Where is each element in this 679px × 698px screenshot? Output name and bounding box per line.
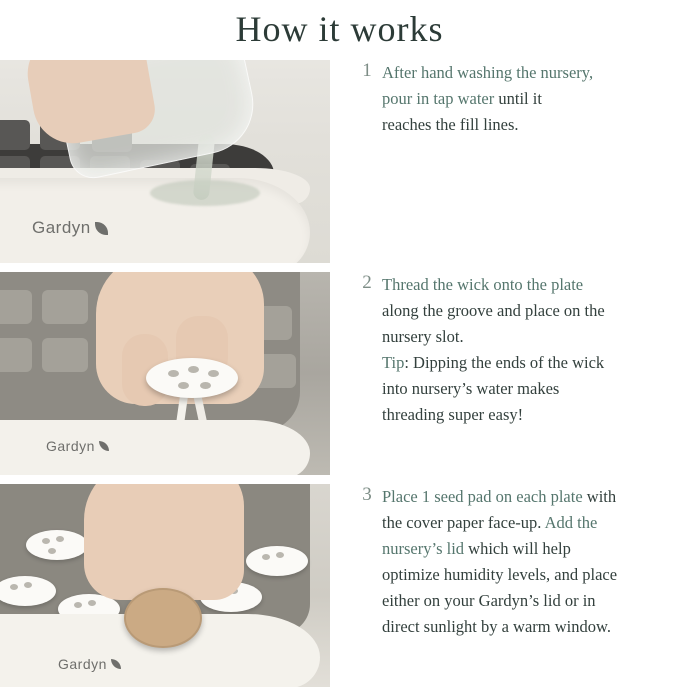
plate-hole — [200, 382, 211, 389]
step-1-body — [382, 60, 593, 138]
plate-hole — [178, 382, 189, 389]
leaf-icon — [95, 222, 108, 235]
step-3-body — [382, 484, 617, 640]
plate-hole — [10, 584, 18, 590]
step-3-number: 3 — [362, 484, 372, 505]
step-1-number: 1 — [362, 60, 372, 81]
gardyn-logo — [58, 656, 121, 672]
step-3-image — [0, 484, 330, 687]
step-1-line-3: reaches the fill lines. — [382, 115, 519, 134]
plate-hole — [262, 554, 270, 560]
plate-hole — [276, 552, 284, 558]
logo-text: Gardyn — [32, 218, 91, 237]
step-2-line-4: : Dipping the ends of the wick — [404, 353, 605, 372]
step-2-line-3: nursery slot. — [382, 327, 464, 346]
plate-hole — [188, 366, 199, 373]
step-3-line-1-rest: with — [582, 487, 617, 506]
hand — [84, 484, 244, 600]
leaf-icon — [99, 441, 109, 451]
tray-cell — [0, 290, 32, 324]
step-2-line-5: into nursery’s water makes — [382, 379, 560, 398]
step-3-line-5: either on your Gardyn’s lid or in — [382, 591, 596, 610]
step-3-line-2-accent: Add the — [544, 513, 598, 532]
plate-hole — [24, 582, 32, 588]
step-3-line-6: direct sunlight by a warm window. — [382, 617, 611, 636]
plate-hole — [48, 548, 56, 554]
tray-cell — [42, 290, 88, 324]
step-1-image — [0, 60, 330, 263]
plate-hole — [56, 536, 64, 542]
leaf-icon — [111, 659, 121, 669]
step-1-line-1: After hand washing the nursery, — [382, 63, 594, 82]
step-2-line-1: Thread the wick onto the plate — [382, 275, 584, 294]
nursery-plate — [26, 530, 88, 560]
plate-hole — [208, 370, 219, 377]
plate-hole — [42, 538, 50, 544]
page-title: How it works — [235, 9, 444, 49]
nursery-plate — [246, 546, 308, 576]
logo-text: Gardyn — [58, 656, 107, 672]
step-2-line-6: threading super easy! — [382, 405, 524, 424]
tray-cell — [42, 338, 88, 372]
step-3-line-3-accent: nursery’s lid — [382, 539, 465, 558]
step-3-line-4: optimize humidity levels, and place — [382, 565, 618, 584]
step-2-image — [0, 272, 330, 475]
plate-hole — [74, 602, 82, 608]
step-2-text-block — [330, 272, 679, 428]
step-3-line-3-rest: which will help — [464, 539, 571, 558]
step-1-text-block — [330, 60, 679, 138]
step-row-1 — [0, 60, 679, 263]
step-2-body — [382, 272, 605, 428]
step-1-line-2-rest: until it — [494, 89, 542, 108]
seed-pad — [124, 588, 202, 648]
step-2-line-2: along the groove and place on the — [382, 301, 605, 320]
gardyn-logo — [46, 438, 109, 454]
logo-text: Gardyn — [46, 438, 95, 454]
step-2-tip-label: Tip — [382, 353, 405, 372]
step-row-2 — [0, 272, 679, 475]
gardyn-logo — [32, 218, 108, 238]
plate-hole — [168, 370, 179, 377]
step-3-text-block — [330, 484, 679, 640]
nursery-plate — [146, 358, 238, 398]
step-1-line-2-accent: pour in tap water — [382, 89, 495, 108]
plate-hole — [88, 600, 96, 606]
step-3-line-1-accent: Place 1 seed pad on each plate — [382, 487, 583, 506]
tray-cell — [0, 338, 32, 372]
step-row-3 — [0, 484, 679, 687]
step-2-number: 2 — [362, 272, 372, 293]
tray-cell — [0, 120, 30, 150]
step-3-line-2-start: the cover paper face-up. — [382, 513, 545, 532]
